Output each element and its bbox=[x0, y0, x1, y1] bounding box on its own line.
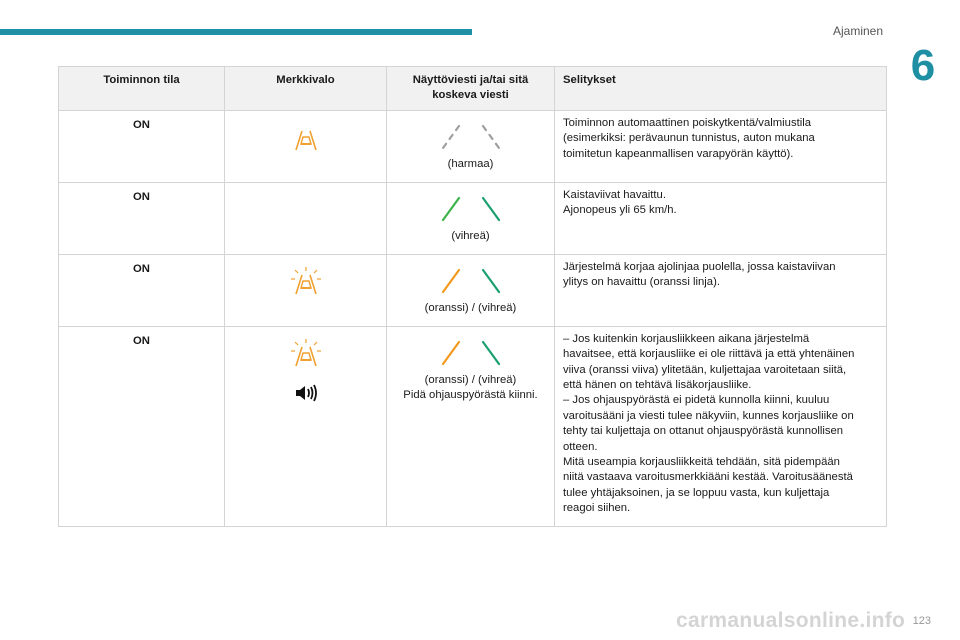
description-line: Järjestelmä korjaa ajolinjaa puolella, jossa kaistaviivan bbox=[563, 260, 836, 273]
table-row bbox=[59, 110, 887, 182]
indicator-lamp-cell bbox=[225, 326, 387, 526]
description-line: – Jos kuitenkin korjausliikkeen aikana järjestelmä bbox=[563, 332, 810, 345]
lane-lines-display bbox=[436, 267, 506, 295]
header-function-state: Toiminnon tila bbox=[59, 67, 225, 111]
description-line: tehty tai kuljettaja on ottanut ohjauspyörästä kunnollisen bbox=[563, 425, 844, 438]
description-line: Ajonopeus yli 65 km/h. bbox=[563, 204, 677, 217]
message-text: (harmaa) bbox=[447, 157, 494, 170]
description-line: tulee yhtäjaksoinen, ja se loppuu vasta, kun kuljettaja bbox=[563, 486, 830, 499]
display-message-cell bbox=[387, 182, 555, 254]
description-line: havaitsee, että korjausliike ei ole riittävä ja että yhtenäinen bbox=[563, 348, 855, 361]
lane-assist-active-icon bbox=[289, 337, 323, 371]
description-line: Mitä useampia korjausliikkeitä tehdään, sitä pidempään bbox=[563, 456, 840, 469]
indicator-lamp-cell bbox=[225, 110, 387, 182]
top-accent-bar bbox=[0, 29, 472, 35]
description-line: varoitusääni ja viesti tulee näkyviin, kunnes korjausliike on bbox=[563, 409, 854, 422]
description-line: toimitetun kapeanmallisen varapyörän käyttö). bbox=[563, 147, 794, 160]
description-cell bbox=[555, 326, 887, 526]
lane-assist-indicator-icon bbox=[289, 121, 323, 155]
function-state: ON bbox=[59, 326, 225, 526]
table-row bbox=[59, 326, 887, 526]
indicator-lamp-cell bbox=[225, 182, 387, 254]
lane-lines-display bbox=[436, 123, 506, 151]
description-line: niitä vastaava varoitusmerkkiääni kestää. Varoitusäänestä bbox=[563, 471, 853, 484]
description-line: otteen. bbox=[563, 440, 598, 453]
section-title: Ajaminen bbox=[833, 24, 884, 38]
message-text: Pidä ohjauspyörästä kiinni. bbox=[403, 389, 538, 402]
description-line: Kaistaviivat havaittu. bbox=[563, 188, 666, 201]
page-number: 123 bbox=[912, 615, 931, 627]
description-line: että hänen on tehtävä lisäkorjausliike. bbox=[563, 379, 752, 392]
header-indicator-lamp: Merkkivalo bbox=[225, 67, 387, 111]
description-line: Toiminnon automaattinen poiskytkentä/valmiustila bbox=[563, 116, 812, 129]
table-row bbox=[59, 254, 887, 326]
message-text: (oranssi) / (vihreä) bbox=[424, 301, 517, 314]
function-state: ON bbox=[59, 254, 225, 326]
indicator-lamp-cell bbox=[225, 254, 387, 326]
function-state: ON bbox=[59, 182, 225, 254]
description-cell bbox=[555, 110, 887, 182]
lane-lines-display bbox=[436, 339, 506, 367]
description-line: ylitys on havaittu (oranssi linja). bbox=[563, 276, 720, 289]
table-row bbox=[59, 182, 887, 254]
description-cell bbox=[555, 254, 887, 326]
header-explanations: Selitykset bbox=[555, 67, 887, 111]
display-message-cell bbox=[387, 110, 555, 182]
message-text: (oranssi) / (vihreä) bbox=[424, 373, 517, 386]
header-display-message: Näyttöviesti ja/tai sitä koskeva viesti bbox=[387, 67, 555, 111]
description-line: reagoi siihen. bbox=[563, 502, 631, 515]
display-message-cell bbox=[387, 326, 555, 526]
watermark: carmanualsonline.info bbox=[676, 609, 906, 632]
display-message-cell bbox=[387, 254, 555, 326]
function-status-table bbox=[58, 66, 887, 527]
description-cell bbox=[555, 182, 887, 254]
lane-lines-display bbox=[436, 195, 506, 223]
chapter-number: 6 bbox=[910, 41, 936, 90]
warning-sound-icon bbox=[294, 383, 318, 403]
table-header-row bbox=[59, 67, 887, 111]
description-line: – Jos ohjauspyörästä ei pidetä kunnolla kiinni, kuuluu bbox=[563, 394, 830, 407]
description-line: (esimerkiksi: perävaunun tunnistus, auton mukana bbox=[563, 132, 815, 145]
message-text: (vihreä) bbox=[451, 229, 490, 242]
function-state: ON bbox=[59, 110, 225, 182]
lane-assist-active-icon bbox=[289, 265, 323, 299]
description-line: viiva (oranssi viiva) ylitetään, kuljettajaa varoitetaan siitä, bbox=[563, 363, 847, 376]
